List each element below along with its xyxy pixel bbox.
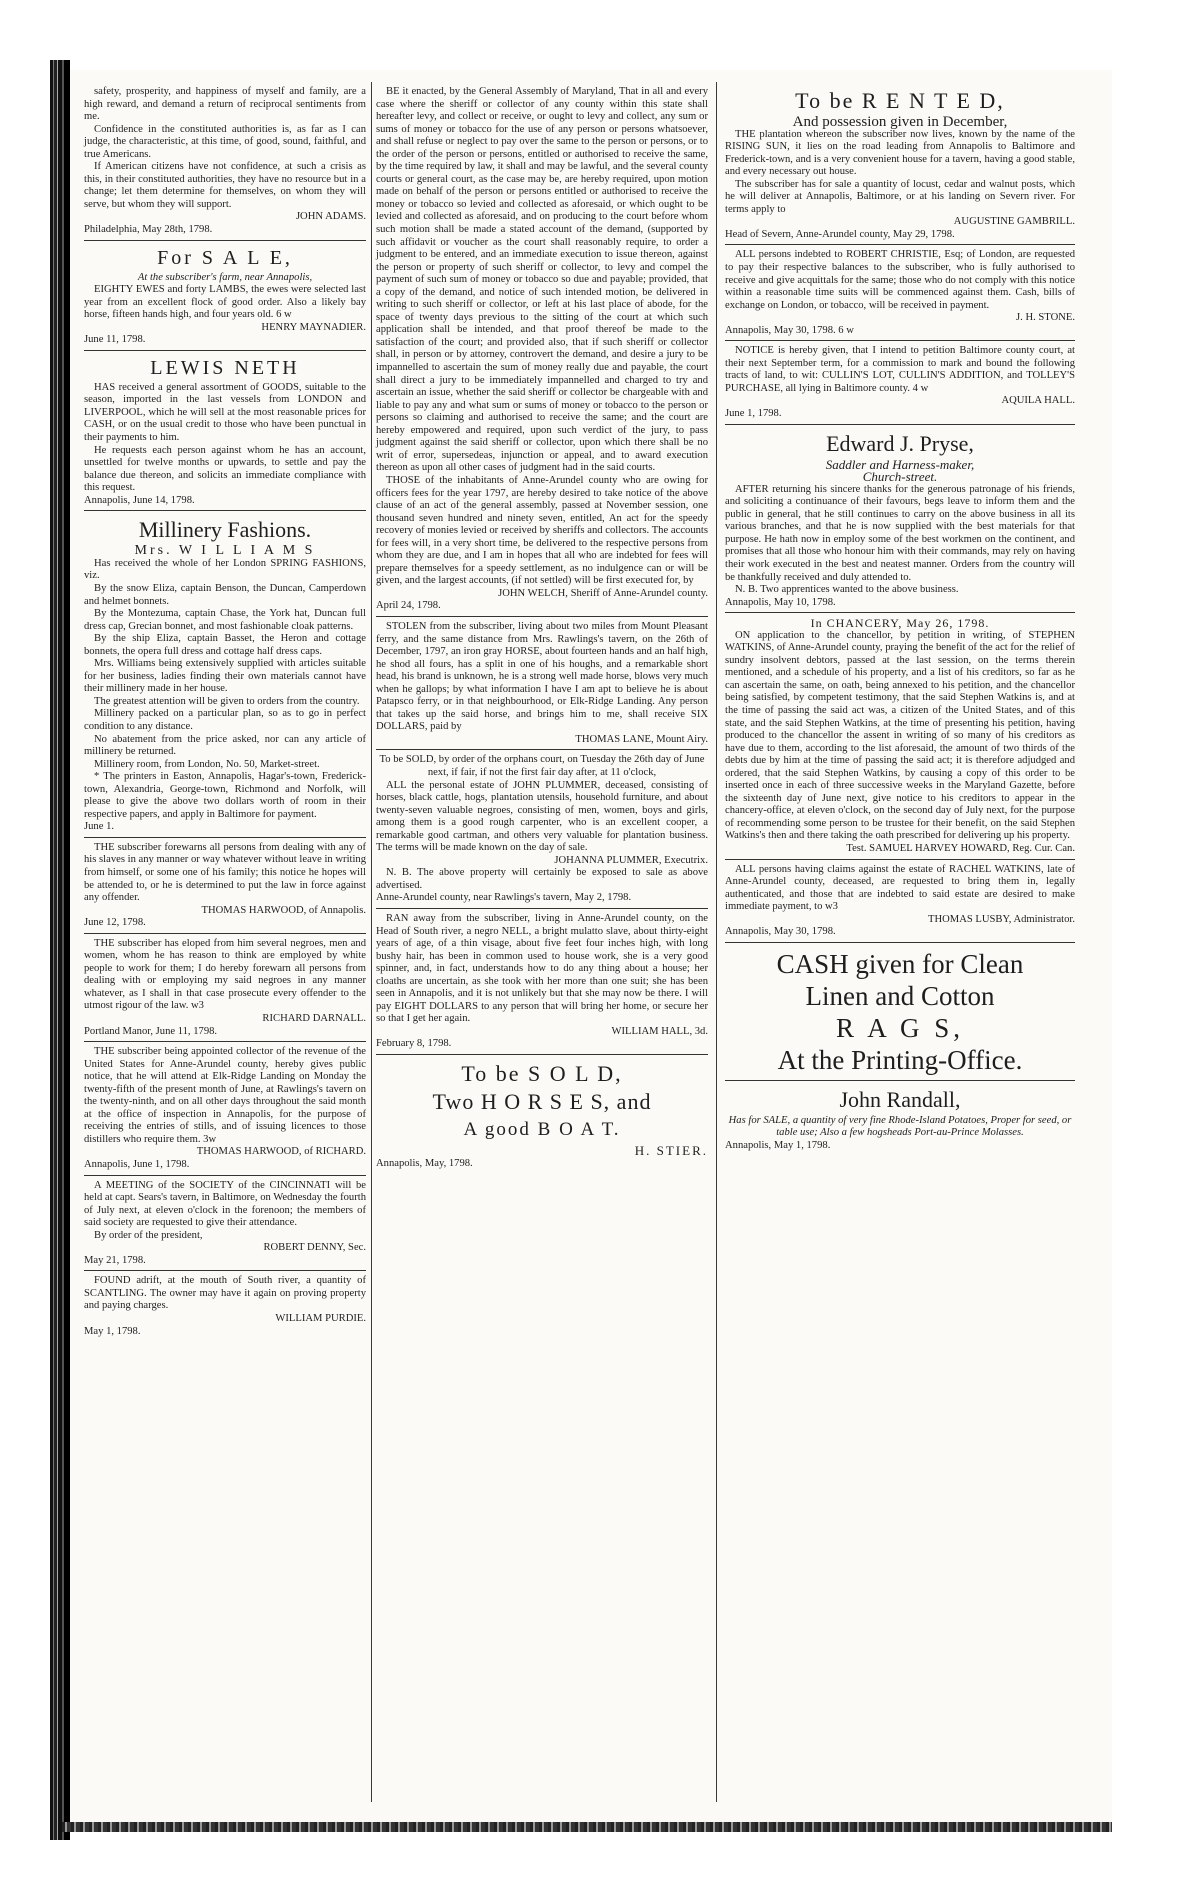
ad-heading: R A G S, xyxy=(835,1012,965,1043)
ad-signature: WILLIAM HALL, 3d. xyxy=(611,1025,708,1037)
ad-text: EIGHTY EWES and forty LAMBS, the ewes were selected last year from an excellent flock of good order. Also a likely bay horse, fifteen hands high, and four years old. 6 w xyxy=(84,284,366,321)
ad-subheading: At the subscriber's farm, near Annapolis, xyxy=(137,271,313,283)
ad-date: Anne-Arundel county, near Rawlings's tavern, May 2, 1798. xyxy=(376,892,632,904)
ad-plummer-estate xyxy=(376,750,708,909)
ad-signature: AUGUSTINE GAMBRILL. xyxy=(953,216,1075,228)
ad-signature: Test. SAMUEL HARVEY HOWARD, Reg. Cur. Can. xyxy=(846,842,1075,854)
ad-heading: CASH given for Clean xyxy=(776,948,1024,979)
ad-text: Millinery room, from London, No. 50, Market-street. xyxy=(94,758,320,770)
ad-text: By the Montezuma, captain Chase, the York hat, Duncan full dress cap, Grecian bonnet, and most fashionable cloak patterns. xyxy=(84,608,366,632)
ad-chancery xyxy=(725,613,1075,859)
ad-text: The greatest attention will be given to orders from the country. xyxy=(94,695,360,707)
ad-text: THOSE of the inhabitants of Anne-Arundel county who are owing for officers fees for the year 1797, are hereby desired to take notice of the above clause of an act of the general assembly, passed at November session, one thousand seven hundred and ninety seven, entitled, An act for the speedy recovery of monies levied or received by sheriffs and collectors. The accounts for fees will, in a very short time, be delivered to the respective persons from whom they are due, and I am in hopes that all who are indebted for fees will prepare themselves for a speedy settlement, as no indulgence can or will be given, and the largest accounts, (if not settled) will be first executed for, by xyxy=(376,474,708,587)
ad-pryse xyxy=(725,425,1075,614)
ad-harwood-slaves xyxy=(84,838,366,934)
ad-subheading: Church-street. xyxy=(862,469,938,485)
ad-text: STOLEN from the subscriber, living about two miles from Mount Pleasant ferry, and the same distance from Mrs. Rawlings's tavern, on the 26th of December, 1797, an iron gray HORSE, about fourteen hands and an half high, he shod all fours, has a split in one of his houghs, and a remarkable short head, his brand is unknown, he is a strong well made horse, blows very much when he gallops; by what information I have I am apt to believe he is about Patapsco ferry, or in that neighbourhood, or Elk-Ridge Landing. Any person that takes up the said horse, and brings him to me, shall receive SIX DOLLARS, paid by xyxy=(376,620,708,733)
ad-text: By order of the president, xyxy=(94,1229,203,1241)
ad-text: The subscriber has for sale a quantity of locust, cedar and walnut posts, which he will deliver at Annapolis, Baltimore, or at his landing on Severn river. For terms apply to xyxy=(725,178,1075,215)
column-1 xyxy=(84,82,366,1341)
ad-date: Annapolis, June 1, 1798. xyxy=(84,1159,190,1171)
ad-text: No abatement from the price asked, nor can any article of millinery be returned. xyxy=(84,733,366,758)
ad-text: Has for SALE, a quantity of very fine Rhode-Island Potatoes, Proper for seed, or table use; Also a few hogsheads Port-au-Prince Molasses. xyxy=(728,1114,1072,1139)
ad-date: May 21, 1798. xyxy=(84,1254,146,1266)
ad-heading: In CHANCERY, May 26, 1798. xyxy=(810,616,990,631)
ad-note: N. B. The above property will certainly be exposed to sale as above advertised. xyxy=(376,867,708,891)
column-rule-2 xyxy=(716,82,717,1802)
ad-text: ALL the personal estate of JOHN PLUMMER, deceased, consisting of horses, black cattle, hogs, plantation utensils, household furniture, and about twenty-seven valuable negroes, consisting of men, women, boys and girls, among them is a good rough carpenter, who is an excellent cooper, a remarkable good cartman, and others very valuable for plantation business. The terms will be made known on the day of sale. xyxy=(376,779,708,854)
ad-date: Philadelphia, May 28th, 1798. xyxy=(84,224,213,236)
ad-text: NOTICE is hereby given, that I intend to petition Baltimore county court, at their next September term, for a commission to mark and bound the following tracts of land, to wit: CULLIN'S LOT, CULLIN'S ADDITION, and TOLLEY'S PURCHASE, all lying in Baltimore county. 4 w xyxy=(725,345,1075,394)
ad-text: RAN away from the subscriber, living in Anne-Arundel county, on the Head of South river, a negro NELL, a bright mulatto slave, about thirty-eight years of age, of a thin visage, about five feet four inches high, with long bushy hair, has been in common used to house work, she is a very good spinner, and, in fact, understands how to do any thing about a house; her cloaths are uncertain, as she took with her more than one suit; she has been seen in Annapolis, and it is not unlikely but that she may now be there. I will pay EIGHT DOLLARS to any person that will bring her home, or secure her so that I get her again. xyxy=(376,913,708,1025)
ad-text: By the ship Eliza, captain Basset, the Heron and cottage bonnets, the opera full dress and cottage half dress caps. xyxy=(84,633,366,657)
column-2 xyxy=(376,82,708,1173)
ad-text: Millinery packed on a particular plan, so as to go in perfect condition to any distance. xyxy=(84,708,366,732)
ad-date: June 1. xyxy=(84,821,115,833)
ad-horses-boat xyxy=(376,1055,708,1173)
ad-lewis-neth xyxy=(84,351,366,511)
ad-date: February 8, 1798. xyxy=(376,1038,452,1050)
ad-text: Mrs. Williams being extensively supplied with articles suitable for her business, ladies finding their own materials cannot have their millinery made in her house. xyxy=(84,658,366,695)
ad-for-sale-ewes xyxy=(84,241,366,351)
ad-heading: For S A L E, xyxy=(157,246,293,269)
ad-heading: A good B O A T. xyxy=(463,1119,621,1141)
ad-text: BE it enacted, by the General Assembly of Maryland, That in all and every case where the sheriff or collector of any county within this state shall hereafter levy, and collect or receive, or ought to levy and collect, any sum or sums of money or tobacco for the use of any person or persons whatsoever, and shall refuse or neglect to pay over the same to the person or persons, or to the order of the person or persons, entitled or authorised to receive the same, by the time required by law, it shall and may be lawful, and the several county courts or general court, as the case may be, are hereby required, upon motion made on behalf of the person or persons entitled or authorised to receive the money or tobacco so levied and collected as aforesaid, or which ought to be levied and collected as aforesaid, and on producing to the court before whom such motion shall be made a stated account of the demand, (supported by such affidavit or voucher as the court shall reasonably require, to order a judgment to be entered, and an immediate execution to issue thereon, against the person or property of such sheriff or collector, to levy and compel the payment of such sum of money or tobacco so due and payable; provided, that a copy of the demand, and notice of such intended motion, be delivered in writing to such sheriff or collector, or left at his last place of abode, for the space of twenty days previous to the sitting of the court at which such application shall be intended, and that proof thereof be made to the satisfaction of the court; and provided also, that if such sheriff or collector shall, in person or by attorney, controvert the demand, and desire a jury to be impannelled to ascertain the sum of money really due and payable, the court shall direct a jury to be immediately impannelled and charged to try and ascertain an issue, whether the said sheriff or collector be chargeable with and liable to pay any and what sum or sums of money or tobacco to the person or persons so claiming and authorised to receive the same; and the court are hereby empowered and required, upon such verdict of the jury, to pass judgment against the said sheriff or collector, upon which there shall be no writ of error, supersedeas, injunction or appeal, and to award execution thereon as upon all other cases of judgment had in the said courts. xyxy=(376,86,708,474)
ad-signature: WILLIAM PURDIE. xyxy=(275,1313,366,1325)
ad-adams-letter xyxy=(84,82,366,241)
ad-signature: THOMAS HARWOOD, of RICHARD. xyxy=(196,1146,366,1158)
ad-date: Annapolis, June 14, 1798. xyxy=(84,494,195,506)
ad-christie xyxy=(725,245,1075,341)
ad-signature: J. H. STONE. xyxy=(1016,312,1075,324)
ad-cincinnati xyxy=(84,1176,366,1272)
ad-text: THE plantation whereon the subscriber now lives, known by the name of the RISING SUN, it lies on the road leading from Annapolis to Baltimore and Frederick-town, and is a very convenient house for a tavern, having a good stable, and every necessary out house. xyxy=(725,128,1075,178)
ad-text: ALL persons having claims against the estate of RACHEL WATKINS, late of Anne-Arundel county, deceased, are requested to bring them in, legally authenticated, and those that are indebted to said estate are desired to make immediate payment, to w3 xyxy=(725,863,1075,913)
ad-cash-rags xyxy=(725,943,1075,1081)
ad-date: Annapolis, May, 1798. xyxy=(376,1157,473,1169)
scan-binding-edge xyxy=(50,60,70,1840)
ad-subheading: And possession given in December, xyxy=(792,114,1008,130)
ad-heading: Millinery Fashions. xyxy=(138,517,312,543)
ad-heading: Linen and Cotton xyxy=(805,980,995,1011)
ad-text: By the snow Eliza, captain Benson, the Duncan, Camperdown and helmet bonnets. xyxy=(84,582,366,607)
column-3 xyxy=(725,82,1075,1155)
ad-text: HAS received a general assortment of GOODS, suitable to the season, imported in the last vessels from LONDON and LIVERPOOL, which he will sell at the most reasonable prices for CASH, or on the usual credit to those who have been punctual in their payments to him. xyxy=(84,381,366,444)
ad-stolen-horse xyxy=(376,617,708,750)
ad-randall xyxy=(725,1081,1075,1156)
ad-heading: Edward J. Pryse, xyxy=(826,430,974,456)
ad-signature: JOHN ADAMS. xyxy=(295,211,366,223)
ad-signature: JOHN WELCH, Sheriff of Anne-Arundel county. xyxy=(498,587,708,599)
ad-signature: ROBERT DENNY, Sec. xyxy=(263,1242,366,1254)
ad-heading: To be R E N T E D, xyxy=(795,88,1005,113)
ad-date: Annapolis, May 10, 1798. xyxy=(725,596,836,608)
ad-date: Annapolis, May 30, 1798. 6 w xyxy=(725,324,854,336)
ad-signature: THOMAS HARWOOD, of Annapolis. xyxy=(201,904,366,916)
ad-date: Annapolis, May 1, 1798. xyxy=(725,1139,831,1151)
ad-signature: THOMAS LANE, Mount Airy. xyxy=(575,733,708,745)
ad-assembly-act xyxy=(376,82,708,617)
ad-text: A MEETING of the SOCIETY of the CINCINNATI will be held at capt. Sears's tavern, in Baltimore, on Wednesday the fourth of July next, at eleven o'clock in the forenoon; the members of said society are requested to give their attendance. xyxy=(84,1179,366,1229)
ad-signature: HENRY MAYNADIER. xyxy=(261,321,366,333)
ad-text: THE subscriber forewarns all persons from dealing with any of his slaves in any manner or way whatever without leave in writing from himself, or some one of his family; this notice he hopes will be attended to, or he is determined to put the law in force against any offender. xyxy=(84,841,366,904)
ad-text: N. B. Two apprentices wanted to the above business. xyxy=(735,584,959,596)
ad-signature: H. STIER. xyxy=(634,1143,708,1159)
ad-text: THE subscriber has eloped from him several negroes, men and women, whom he has reason to think are employed by white people to work for them; I do hereby forewarn all persons from dealing with or employing my said negroes in any manner whatever, as I shall in that case prosecute every offender to the utmost rigour of the law. w3 xyxy=(84,937,366,1012)
ad-signature: RICHARD DARNALL. xyxy=(262,1013,366,1024)
ad-date: June 12, 1798. xyxy=(84,917,146,929)
scan-bottom-edge xyxy=(62,1822,1112,1832)
ad-millinery xyxy=(84,511,366,838)
ad-date: Annapolis, May 30, 1798. xyxy=(725,926,836,938)
ad-rachel-watkins xyxy=(725,860,1075,943)
ad-runaway-nell xyxy=(376,909,708,1055)
ad-text: * The printers in Easton, Annapolis, Hagar's-town, Frederick-town, Alexandria, George-town, Richmond and Norfolk, will please to give the above two dollars worth of room in their respective papers, and apply in Baltimore for payment. xyxy=(84,771,366,820)
ad-text: FOUND adrift, at the mouth of South river, a quantity of SCANTLING. The owner may have it again on proving property and paying charges. xyxy=(84,1275,366,1312)
ad-to-be-rented xyxy=(725,82,1075,245)
ad-text: To be SOLD, by order of the orphans court, on Tuesday the 26th day of June next, if fair, if not the first fair day after, at 11 o'clock, xyxy=(379,754,705,778)
ad-signature: AQUILA HALL. xyxy=(1001,395,1075,407)
ad-date: May 1, 1798. xyxy=(84,1325,141,1337)
ad-subheading: Mrs. W I L L I A M S xyxy=(134,543,316,559)
ad-text: THE subscriber being appointed collector of the revenue of the United States for Anne-Arundel county, hereby gives public notice, that he will attend at Elk-Ridge Landing on Monday the twenty-fifth of the present month of June, at Rawlings's tavern on the twenty-ninth, and on all other days throughout the said month at the office of inspection in Annapolis, for the purpose of receiving the entries of stills, and of issuing licences to those distillers who require them. 3w xyxy=(84,1046,366,1145)
ad-signature: JOHANNA PLUMMER, Executrix. xyxy=(554,854,708,866)
ad-text: ON application to the chancellor, by petition in writing, of STEPHEN WATKINS, of Anne-Arundel county, praying the benefit of the act for the relief of sundry insolvent debtors, passed at the last session, on the terms therein mentioned, and a schedule of his property, and a list of his creditors, so far as he can ascertain the same, on oath, being annexed to his petition, and the chancellor being satisfied, by competent testimony, that the said Stephen Watkins is, and at the time of passing the said act was, a citizen of the United States, and of this state, and the said Stephen Watkins, at the time of presenting his petition, having produced to the chancellor the assent in writing of so many of his creditors as have due to them, according to the list aforesaid, the amount of two thirds of the debts due by him at the time of passing the said act; it is therefore adjudged and ordered, that the said Stephen Watkins, by causing a copy of this order to be inserted once in each of three successive weeks in the Maryland Gazette, before the sixteenth day of June next, give notice to his creditors to appear in the chancery-office, at eleven o'clock, on the second day of July next, for the purpose of recommending some person to be trustee for their benefit, on the said Stephen Watkins's then and there taking the oath prescribed for delivering up his property. xyxy=(725,629,1075,842)
ad-heading: John Randall, xyxy=(839,1086,961,1112)
ad-text: Has received the whole of her London SPRING FASHIONS, viz. xyxy=(84,557,366,582)
ad-date: June 11, 1798. xyxy=(84,334,146,346)
ad-collector xyxy=(84,1042,366,1175)
ad-heading: To be S O L D, xyxy=(461,1061,623,1087)
ad-date: Portland Manor, June 11, 1798. xyxy=(84,1025,218,1037)
ad-heading: At the Printing-Office. xyxy=(777,1044,1023,1075)
ad-text: safety, prosperity, and happiness of myself and family, are a high reward, and demand a return of reciprocal sentiments from me. xyxy=(84,86,366,123)
ad-text: Confidence in the constituted authorities is, as far as I can judge, the characteristic, at this time, of good, sound, faithful, and true Americans. xyxy=(84,123,366,160)
ad-text: AFTER returning his sincere thanks for the generous patronage of his friends, and soliciting a continuance of their favours, begs leave to inform them and the public in general, that he still continues to carry on the above business in all its various branches, and that he is now supplied with the best materials for that purpose. He hath now in employ some of the best workmen on the continent, and promises that all those who honour him with their commands, may rely on having their work executed in the best and neatest manner. Orders from the country will be thankfully received and duly attended to. xyxy=(725,483,1075,583)
ad-heading: LEWIS NETH xyxy=(150,356,300,379)
ad-date: June 1, 1798. xyxy=(725,408,782,420)
ad-text: He requests each person against whom he has an account, unsettled for twelve months or upwards, to settle and pay the balance due thereon, and solicits an immediate compliance with this request. xyxy=(84,444,366,494)
ad-date: Head of Severn, Anne-Arundel county, May 29, 1798. xyxy=(725,228,955,240)
ad-date: April 24, 1798. xyxy=(376,600,441,612)
ad-aquila-hall xyxy=(725,341,1075,424)
ad-text: ALL persons indebted to ROBERT CHRISTIE, Esq; of London, are requested to pay their respective balances to the subscriber, who is fully authorised to receive and give acquittals for the same; those who do not comply with this notice within a reasonable time suits will be commenced against them. Cash, bills of exchange on London, or tobacco, will be received in payment. xyxy=(725,249,1075,311)
ad-darnall xyxy=(84,934,366,1042)
ad-scantling xyxy=(84,1271,366,1341)
ad-text: If American citizens have not confidence, at such a crisis as this, in their constituted authorities, they have no resource but in a change; let them determine for themselves, on whom they will serve, but whom they will support. xyxy=(84,161,366,210)
ad-heading: Two H O R S E S, and xyxy=(432,1089,652,1115)
ad-signature: THOMAS LUSBY, Administrator. xyxy=(928,913,1075,925)
ad-subheading: Saddler and Harness-maker, xyxy=(825,456,975,472)
column-rule-1 xyxy=(371,82,372,1802)
